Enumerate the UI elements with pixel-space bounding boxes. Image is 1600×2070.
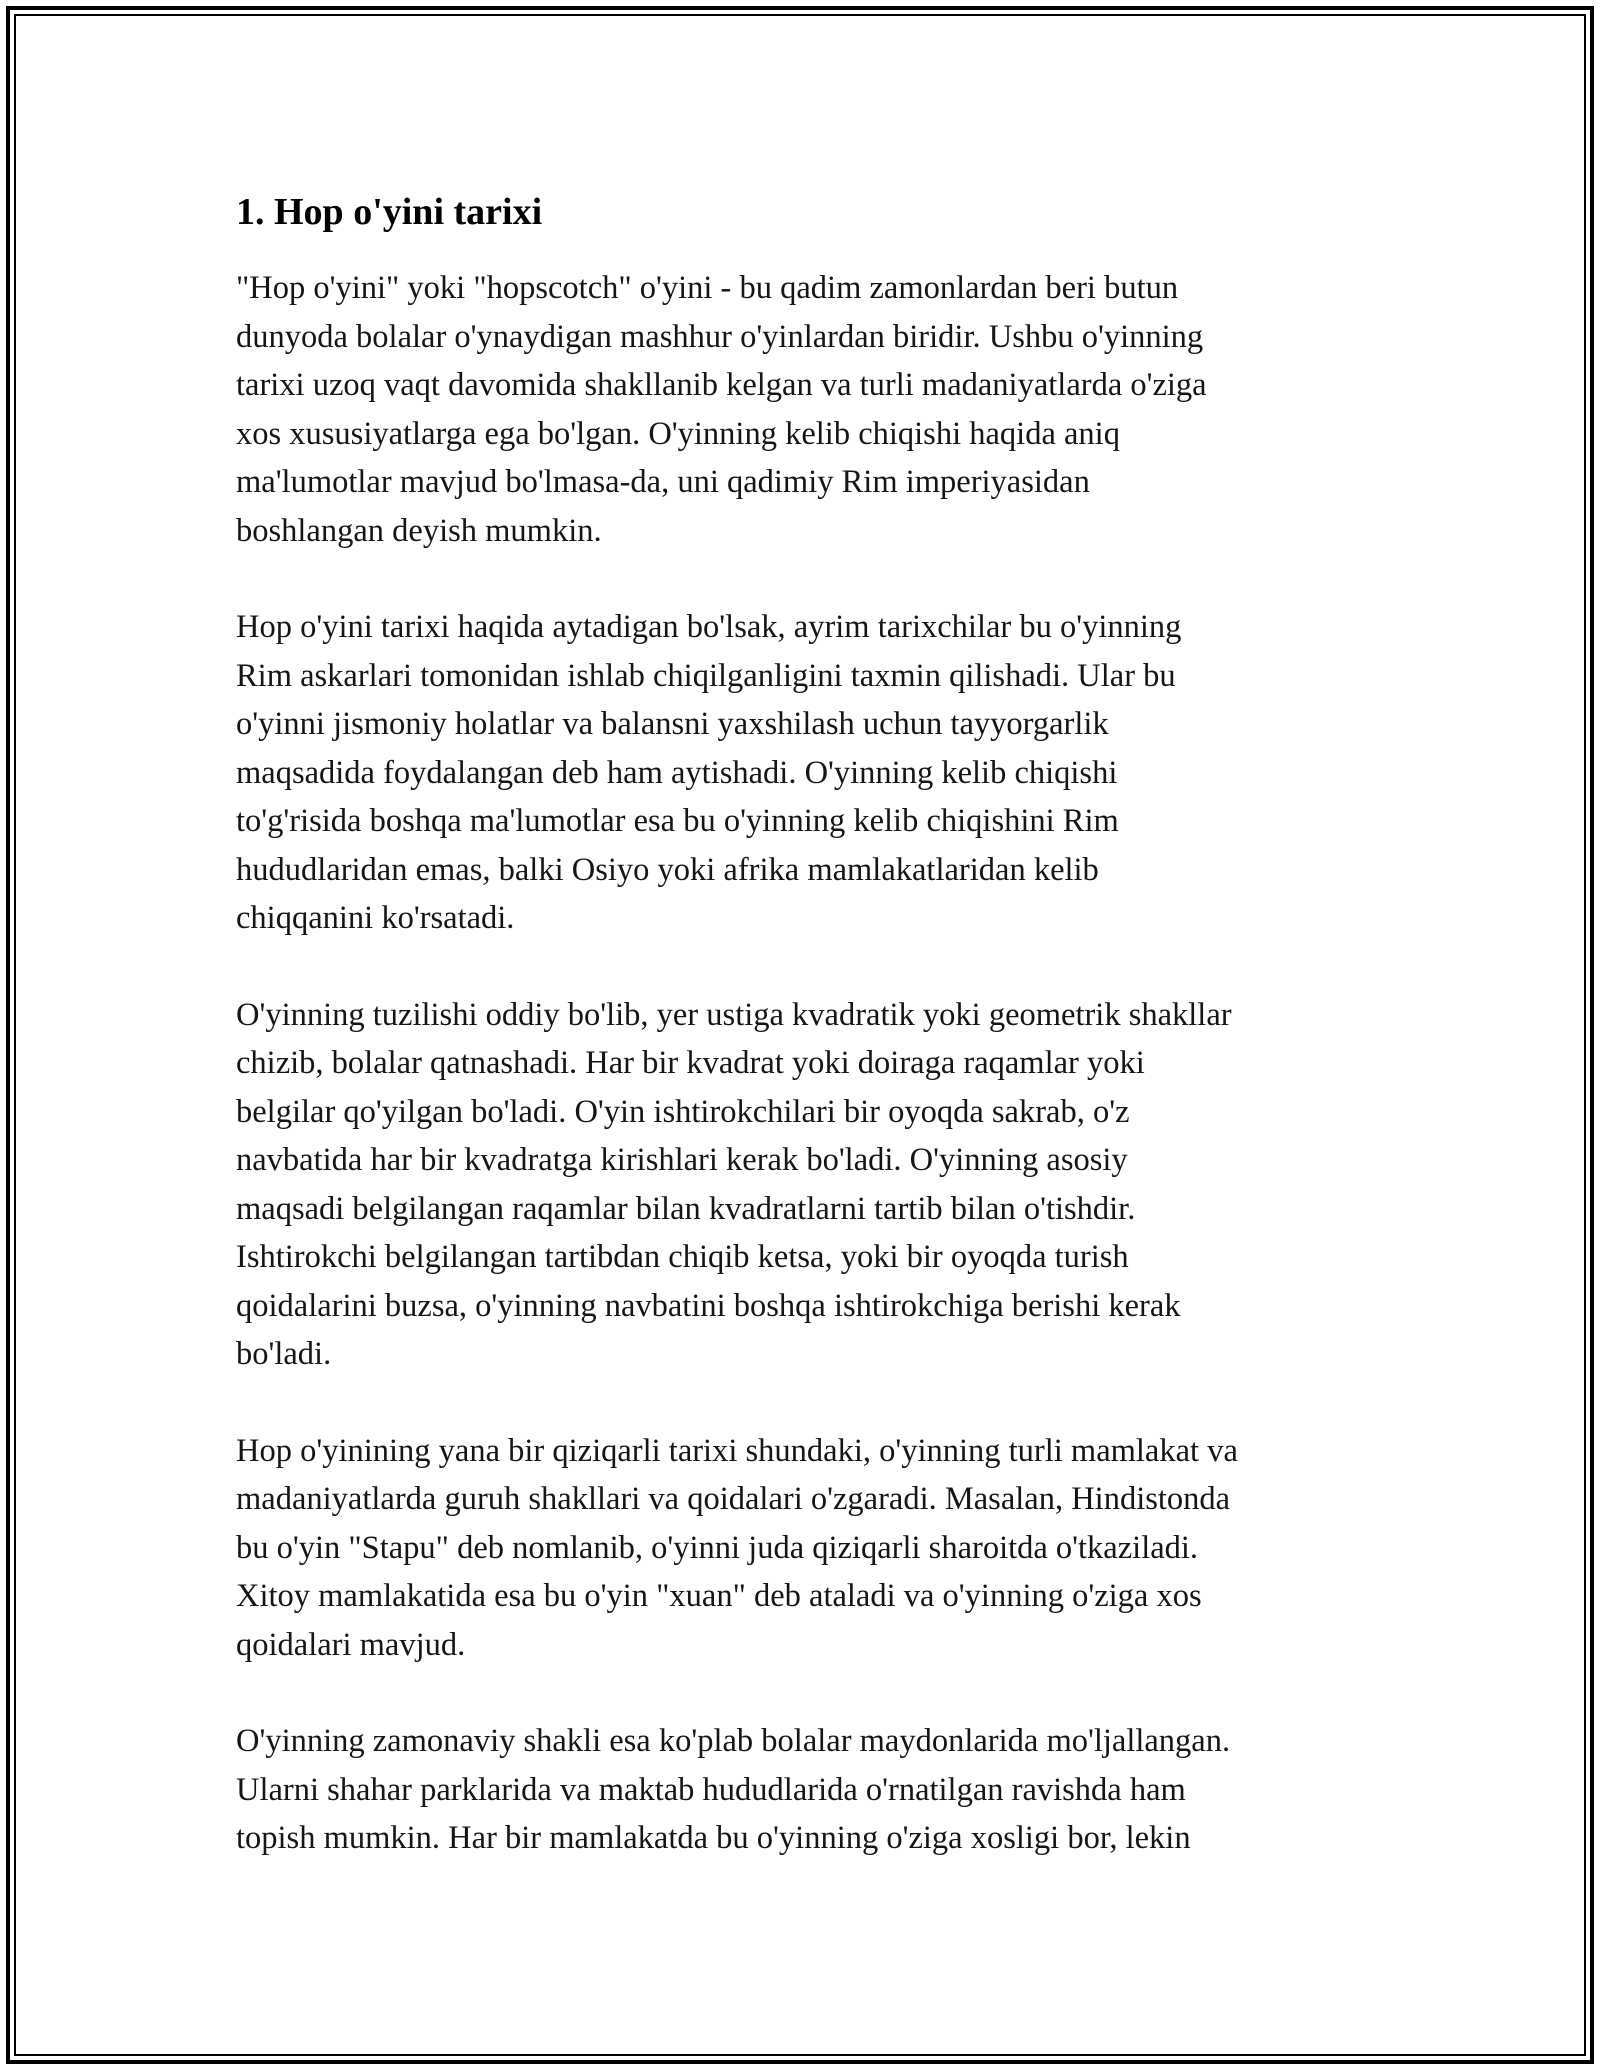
paragraph-4: Hop o'yinining yana bir qiziqarli tarixi shundaki, o'yinning turli mamlakat va madaniyatlarda guruh shakllari va qoidalari o'zgaradi. Masalan, Hindistonda bu o'yin "Stapu" deb nomlanib, o'yinni juda qiziqarli sharoitda o'tkaziladi. Xitoy mamlakatida esa bu o'yin "xuan" deb ataladi va o'yinning o'ziga xos qoidalari mavjud. (236, 1432, 1238, 1663)
paragraph-1: "Hop o'yini" yoki "hopscotch" o'yini - bu qadim zamonlardan beri butun dunyoda bolalar o'ynaydigan mashhur o'yinlardan biridir. Ushbu o'yinning tarixi uzoq vaqt davomida shakllanib kelgan va turli madaniyatlarda o'ziga xos xususiyatlarga ega bo'lgan. O'yinning kelib chiqishi haqida aniq ma'lumotlar mavjud bo'lmasa-da, uni qadimiy Rim imperiyasidan boshlangan deyish mumkin. (236, 270, 1207, 549)
paragraph-2: Hop o'yini tarixi haqida aytadigan bo'lsak, ayrim tarixchilar bu o'yinning Rim askarlari tomonidan ishlab chiqilganligini taxmin qilishadi. Ular bu o'yinni jismoniy holatlar va balansni yaxshilash uchun tayyorgarlik maqsadida foydalangan deb ham aytishadi. O'yinning kelib chiqishi to'g'risida boshqa ma'lumotlar esa bu o'yinning kelib chiqishini Rim hududlaridan emas, balki Osiyo yoki afrika mamlakatlaridan kelib chiqqanini ko'rsatadi. (236, 609, 1182, 936)
document-body (236, 186, 1376, 1911)
paragraph-3: O'yinning tuzilishi oddiy bo'lib, yer ustiga kvadratik yoki geometrik shakllar chizib, bolalar qatnashadi. Har bir kvadrat yoki doiraga raqamlar yoki belgilar qo'yilgan bo'ladi. O'yin ishtirokchilari bir oyoqda sakrab, o'z navbatida har bir kvadratga kirishlari kerak bo'ladi. O'yinning asosiy maqsadi belgilangan raqamlar bilan kvadratlarni tartib bilan o'tishdir. Ishtirokchi belgilangan tartibdan chiqib ketsa, yoki bir oyoqda turish qoidalarini buzsa, o'yinning navbatini boshqa ishtirokchiga berishi kerak bo'ladi. (236, 996, 1232, 1372)
paragraph-5: O'yinning zamonaviy shakli esa ko'plab bolalar maydonlarida mo'ljallangan. Ularni shahar parklarida va maktab hududlarida o'rnatilgan ravishda ham topish mumkin. Har bir mamlakatda bu o'yinning o'ziga xosligi bor, lekin (236, 1723, 1231, 1856)
section-title: 1. Hop o'yini tarixi (236, 191, 543, 233)
